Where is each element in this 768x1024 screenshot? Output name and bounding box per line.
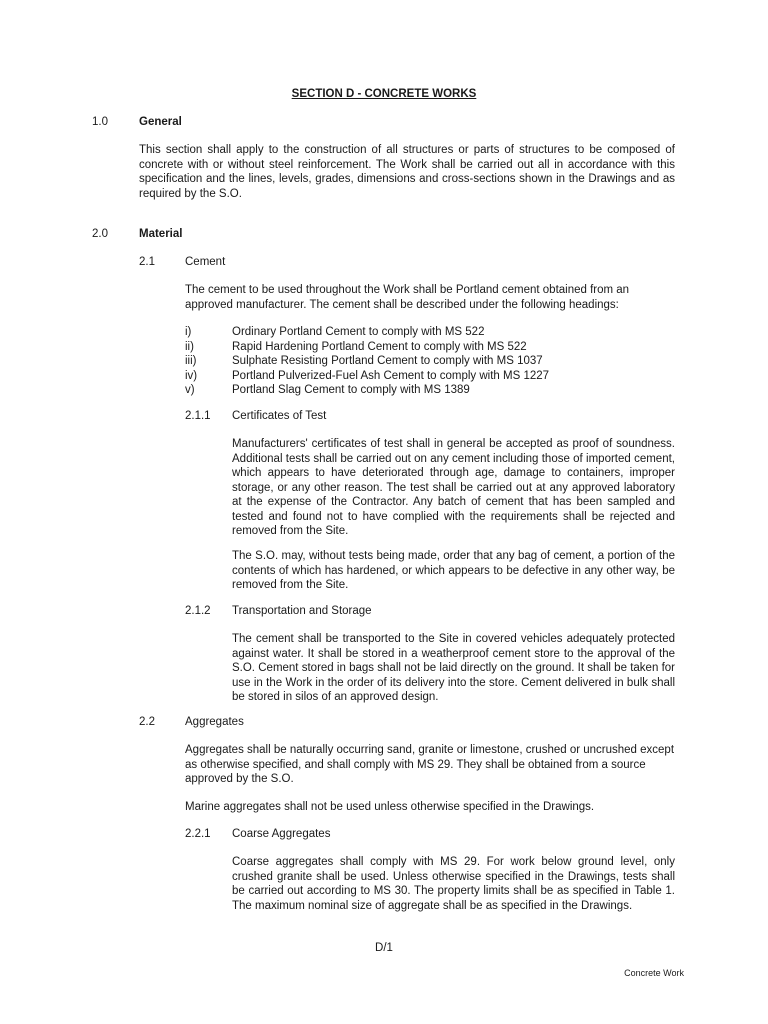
list-item-text: Portland Slag Cement to comply with MS 1389 xyxy=(232,384,470,396)
list-item-text: Rapid Hardening Portland Cement to comply with MS 522 xyxy=(232,340,527,353)
section-2-2-1-heading: Coarse Aggregates xyxy=(232,828,331,840)
list-item-number: iii) xyxy=(185,355,197,367)
section-1-paragraph: This section shall apply to the construction of all structures or parts of structures to be composed of concrete with or without steel reinforcement. The Work shall be carried out all in accordance with this specification and the lines, levels, grades, dimensions and cross-sections shown in the Drawings and as required by the S.O. xyxy=(139,144,675,200)
cement-types-list xyxy=(0,325,768,398)
section-2-1-1-paragraph-1: Manufacturers' certificates of test shall in general be accepted as proof of soundness. Additional tests shall be carried out on any cement including those of imported cement, which appears to have deteriorated through age, damage to containers, improper storage, or any other reason. The test shall be carried out at any approved laboratory at the expense of the Contractor. Any batch of cement that has been sampled and tested and found not to have complied with the requirements shall be rejected and removed from the Site. xyxy=(232,438,675,537)
list-item-number: v) xyxy=(185,384,195,396)
section-1-number: 1.0 xyxy=(92,116,108,128)
section-2-2-paragraph-1: Aggregates shall be naturally occurring sand, granite or limestone, crushed or uncrushed except as otherwise specified, and shall comply with MS 29. They shall be obtained from a source approved by the S.O. xyxy=(185,744,675,785)
section-1-heading: General xyxy=(139,116,182,128)
list-item-number: iv) xyxy=(185,369,198,382)
list-item xyxy=(0,325,768,340)
list-item-text: Ordinary Portland Cement to comply with MS 522 xyxy=(232,326,485,338)
section-2-1-2-heading: Transportation and Storage xyxy=(232,605,372,617)
section-2-1-2-number: 2.1.2 xyxy=(185,605,211,617)
section-2-2-number: 2.2 xyxy=(139,716,155,728)
section-2-2-1-number: 2.2.1 xyxy=(185,828,211,840)
page-number: D/1 xyxy=(375,942,393,954)
section-2-1-number: 2.1 xyxy=(139,256,155,268)
section-2-1-heading: Cement xyxy=(185,256,226,268)
section-2-number: 2.0 xyxy=(92,228,108,240)
section-2-1-paragraph: The cement to be used throughout the Work shall be Portland cement obtained from an approved manufacturer. The cement shall be described under the following headings: xyxy=(185,284,630,311)
section-2-heading: Material xyxy=(139,228,183,240)
footer-label: Concrete Work xyxy=(624,968,684,978)
section-2-2-paragraph-2: Marine aggregates shall not be used unless otherwise specified in the Drawings. xyxy=(185,801,595,813)
list-item xyxy=(0,354,768,369)
list-item-number: ii) xyxy=(185,340,194,353)
list-item-number: i) xyxy=(185,326,192,338)
section-2-1-1-number: 2.1.1 xyxy=(185,410,211,422)
list-item xyxy=(0,369,768,384)
list-item xyxy=(0,383,768,398)
list-item-text: Sulphate Resisting Portland Cement to comply with MS 1037 xyxy=(232,355,543,367)
list-item xyxy=(0,340,768,355)
section-2-1-1-paragraph-2: The S.O. may, without tests being made, order that any bag of cement, a portion of the contents of which has hardened, or which appears to be defective in any other way, be removed from the Site. xyxy=(232,550,675,591)
section-2-2-heading: Aggregates xyxy=(185,716,244,728)
section-2-1-2-paragraph: The cement shall be transported to the Site in covered vehicles adequately protected against water. It shall be stored in a weatherproof cement store to the approval of the S.O. Cement stored in bags shall not be laid directly on the ground. It shall be taken for use in the Work in the order of its delivery into the store. Cement delivered in bulk shall be stored in silos of an approved design. xyxy=(232,633,675,703)
list-item-text: Portland Pulverized-Fuel Ash Cement to comply with MS 1227 xyxy=(232,369,550,382)
section-2-1-1-heading: Certificates of Test xyxy=(232,410,327,422)
section-2-2-1-paragraph: Coarse aggregates shall comply with MS 29. For work below ground level, only crushed granite shall be used. Unless otherwise specified in the Drawings, tests shall be carried out according to MS 30. The property limits shall be as specified in Table 1. The maximum nominal size of aggregate shall be as specified in the Drawings. xyxy=(232,856,675,912)
section-title: SECTION D - CONCRETE WORKS xyxy=(291,88,477,100)
